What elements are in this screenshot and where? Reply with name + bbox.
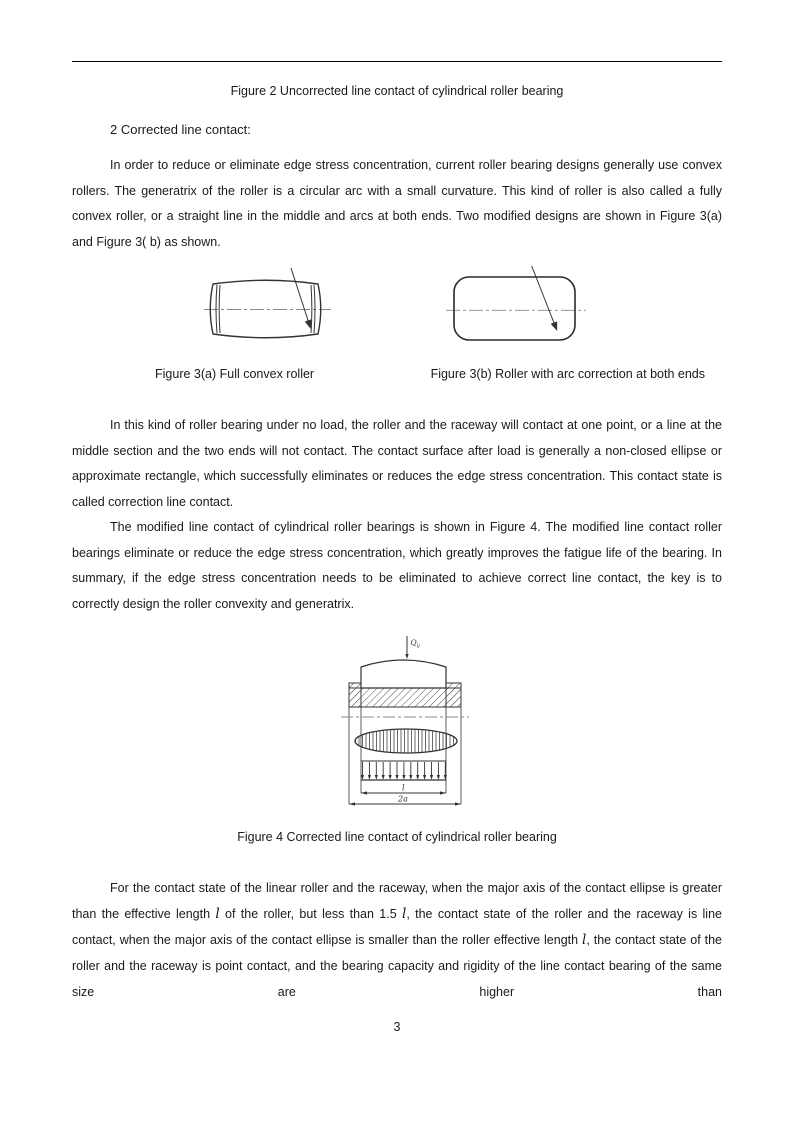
length-variable: l — [402, 906, 407, 922]
page-content — [72, 61, 722, 1035]
contact-ellipse — [355, 729, 457, 753]
paragraph-2: In this kind of roller bearing under no load, the roller and the raceway will contact at one point, or a line at the middle section and the two ends will not contact. The contact surface after load is generally a non-closed ellipse or approximate rectangle, which successfully eliminates or reduces the edge stress concentration. This contact state is called correction line contact. — [72, 418, 722, 509]
figure4-caption: Figure 4 Corrected line contact of cylindrical roller bearing — [237, 830, 557, 844]
figure3a-caption: Figure 3(a) Full convex roller — [155, 367, 315, 381]
length-variable: l — [215, 906, 220, 922]
raceway-strip — [349, 688, 461, 707]
paragraph-4-text: For the contact state of the linear roller and the raceway, when the major axis of the contact ellipse is greater than the effective length — [72, 881, 722, 921]
paragraph-3: The modified line contact of cylindrical roller bearings is shown in Figure 4. The modified line contact roller bearings eliminate or reduce the edge stress concentration, which greatly improves the fatigue life of the bearing. In summary, if the edge stress concentration needs to be eliminated to achieve correct line contact, the key is to correctly design the roller convexity and generatrix. — [72, 520, 722, 611]
figure3b-drawing — [443, 263, 588, 343]
roller-body — [361, 660, 446, 688]
figure3-drawings — [72, 263, 722, 363]
paragraph-1: In order to reduce or eliminate edge stress concentration, current roller bearing designs generally use convex rollers. The generatrix of the roller is a circular arc with a small curvature. This kind of roller is also called a fully convex roller, or a straight line in the middle and arcs at both ends. Two modified designs are shown in Figure 3(a) and Figure 3( b) as shown. — [72, 158, 722, 249]
section-heading: 2 Corrected line contact: — [110, 122, 251, 137]
dimension-2a-label: 2a — [398, 794, 408, 804]
load-label: $Q_{ij}$ — [410, 638, 420, 649]
figure3-captions — [72, 366, 722, 382]
figure3a-drawing — [203, 263, 333, 348]
pointer-arrow — [291, 268, 311, 328]
header-rule — [72, 61, 722, 62]
figure2-caption: Figure 2 Uncorrected line contact of cylindrical roller bearing — [230, 84, 564, 98]
paragraph-4-text: of the roller, but less than 1.5 — [219, 907, 402, 921]
page-number: 3 — [393, 1020, 401, 1034]
load-arrowhead — [405, 654, 408, 659]
rounded-roller-outline — [454, 277, 575, 340]
paragraph-4 — [72, 875, 722, 1005]
figure3b-caption: Figure 3(b) Roller with arc correction at both ends — [430, 367, 705, 381]
dimension-l-label: l — [402, 783, 405, 793]
paragraph-4-text: , the contact state of the roller and the raceway is line contact, when the major axis of the contact ellipse is smaller than the roller effective length — [72, 907, 722, 947]
pointer-arrow — [532, 266, 557, 330]
figure4-drawing — [340, 633, 470, 815]
length-variable: l — [582, 932, 587, 948]
paragraph-4-text: , the contact state of the roller and the raceway is point contact, and the bearing capacity and rigidity of the line contact bearing of the same size are higher than — [72, 933, 722, 999]
